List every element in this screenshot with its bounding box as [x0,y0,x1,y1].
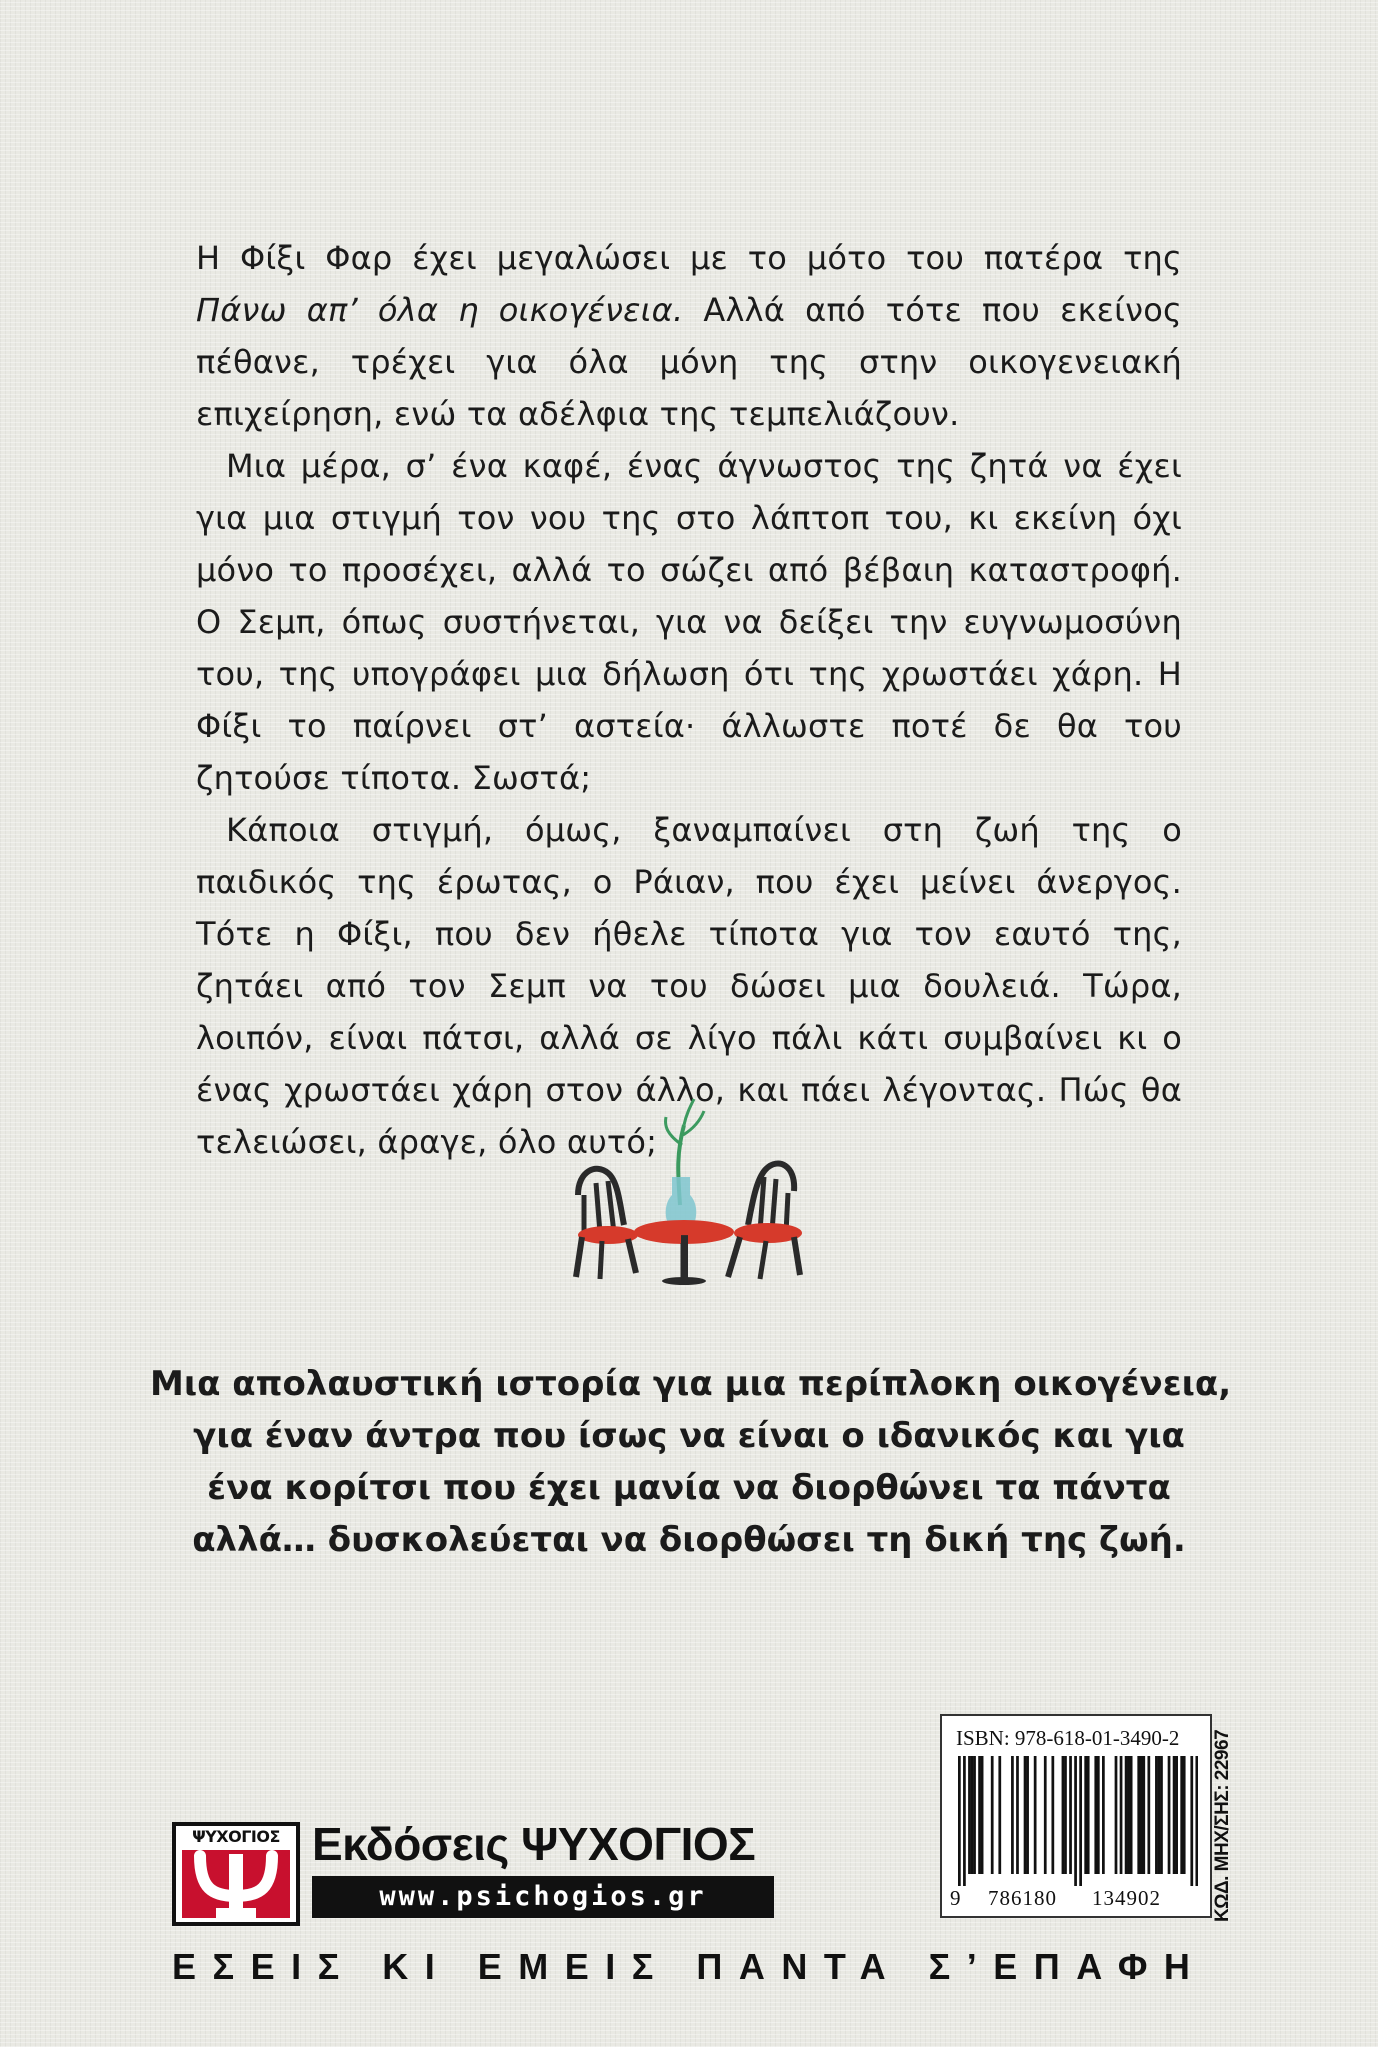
barcode-bar [971,1756,974,1874]
barcode-bar [973,1756,976,1874]
family-motto: Πάνω απ’ όλα η οικογένεια. [196,291,684,329]
barcode-bar [968,1756,971,1874]
barcode-bar [1158,1756,1161,1874]
tagline-line: για έναν άντρα που ίσως να είναι ο ιδανικός και για [193,1416,1185,1456]
barcode-bar [1173,1756,1176,1874]
barcode-bars [958,1756,1198,1886]
barcode-bar [1137,1756,1140,1874]
barcode-bar [1026,1756,1029,1874]
barcode-bar [958,1756,961,1886]
ean-left-digits: 786180 [988,1886,1057,1910]
barcode-bar [1168,1756,1171,1874]
barcode-bar [1183,1756,1186,1874]
blurb-paragraph-3: Κάποια στιγμή, όμως, ξαναμπαίνει στη ζωή της ο παιδικός της έρωτας, ο Ράιαν, που έχει μείνει άνεργος. Τότε η Φίξι, που δεν ήθελε τίποτα για τον εαυτό της, ζητάει από τον Σεμπ να του δώσει μια δουλειά. Τώρα, λοιπόν, είναι πάτσι, αλλά σε λίγο πάλι κάτι συμβαίνει κι ο ένας χρωστάει χάρη στον άλλο, και πάει λέγοντας. Πώς θα τελειώσει, άραγε, όλο αυτό; [196,811,1182,1161]
barcode-bar [1160,1756,1163,1874]
product-code-label: ΚΩΔ. ΜΗΧ/ΣΗΣ: 22967 [1212,1729,1233,1922]
logo-red-panel [182,1850,290,1918]
barcode-bar [1120,1756,1123,1874]
barcode-bar [1155,1756,1158,1874]
publisher-logo [172,1822,300,1926]
barcode-bar [1115,1756,1118,1874]
barcode-bar [1094,1756,1097,1874]
barcode-bar [1064,1756,1067,1874]
barcode-bar [1087,1756,1090,1874]
isbn-barcode-box [940,1714,1212,1918]
blurb-text [196,232,1182,1168]
barcode-bar [1102,1756,1105,1874]
barcode-bar [1084,1756,1087,1874]
barcode-bar [1051,1756,1054,1874]
barcode-bar [1127,1756,1130,1874]
ean-right-digits: 134902 [1092,1886,1161,1910]
publisher-slogan: ΕΣΕΙΣ ΚΙ ΕΜΕΙΣ ΠΑΝΤΑ Σ’ΕΠΑΦΗ [172,1946,1207,1987]
barcode-bar [1180,1756,1183,1874]
barcode-bar [978,1756,981,1874]
barcode-bar [1016,1756,1019,1874]
barcode-bar [1062,1756,1065,1874]
barcode-bar [1011,1756,1014,1874]
psi-icon [182,1850,290,1918]
tagline-line: Μια απολαυστική ιστορία για μια περίπλοκη οικογένεια, [150,1364,1232,1404]
barcode-bar [1190,1756,1193,1886]
barcode-bar [1125,1756,1128,1874]
blurb-paragraph-1: Η Φίξι Φαρ έχει μεγαλώσει με το μότο του πατέρα της Πάνω απ’ όλα η οικογένεια. Αλλά από τότε που εκείνος πέθανε, τρέχει για όλα μόνη της στην οικογενειακή επιχείρηση, ενώ τα αδέλφια της τεμπελιάζουν. [196,239,1183,433]
isbn-label: ISBN: 978-618-01-3490-2 [956,1726,1180,1750]
barcode-bar [981,1756,984,1874]
cafe-table-illustration [568,1085,808,1285]
barcode-bar [1074,1756,1077,1886]
barcode-bar [1147,1756,1150,1874]
barcode-bar [1024,1756,1027,1874]
barcode-bar [1079,1756,1082,1886]
barcode-bar [1195,1756,1198,1886]
logo-wordmark: ΨΥΧΟΓΙΟΣ [176,1826,296,1848]
blurb-paragraph-2: Μια μέρα, σ’ ένα καφέ, ένας άγνωστος της ζητά να έχει για μια στιγμή τον νου της στο λάπτοπ του, κι εκείνη όχι μόνο το προσέχει, αλλά το σώζει από βέβαιη καταστροφή. Ο Σεμπ, όπως συστήνεται, για να δείξει την ευγνωμοσύνη του, της υπογράφει μια δήλωση ότι της χρωστάει χάρη. Η Φίξι το παίρνει στ’ αστεία· άλλωστε ποτέ δε θα του ζητούσε τίποτα. Σωστά; [196,447,1182,797]
barcode-bar [963,1756,966,1886]
barcode-bar [1044,1756,1047,1874]
tagline-line: αλλά… δυσκολεύεται να διορθώσει τη δική της ζωή. [192,1520,1186,1560]
barcode-bar [991,1756,994,1874]
barcode-bar [1069,1756,1072,1874]
publisher-name: Εκδόσεις ΨΥΧΟΓΙΟΣ [312,1818,756,1870]
barcode-bar [1175,1756,1178,1874]
barcode-bar [1140,1756,1143,1874]
barcode-bar [1034,1756,1037,1874]
barcode-bar [998,1756,1001,1874]
tagline-line: ένα κορίτσι που έχει μανία να διορθώνει τα πάντα [207,1468,1171,1508]
tagline [150,1358,1232,1566]
ean-first-digit: 9 [950,1886,961,1910]
barcode-bar [1097,1756,1100,1874]
barcode-bar [1142,1756,1145,1874]
barcode-bar [1130,1756,1133,1874]
publisher-website[interactable]: www.psichogios.gr [312,1876,774,1918]
